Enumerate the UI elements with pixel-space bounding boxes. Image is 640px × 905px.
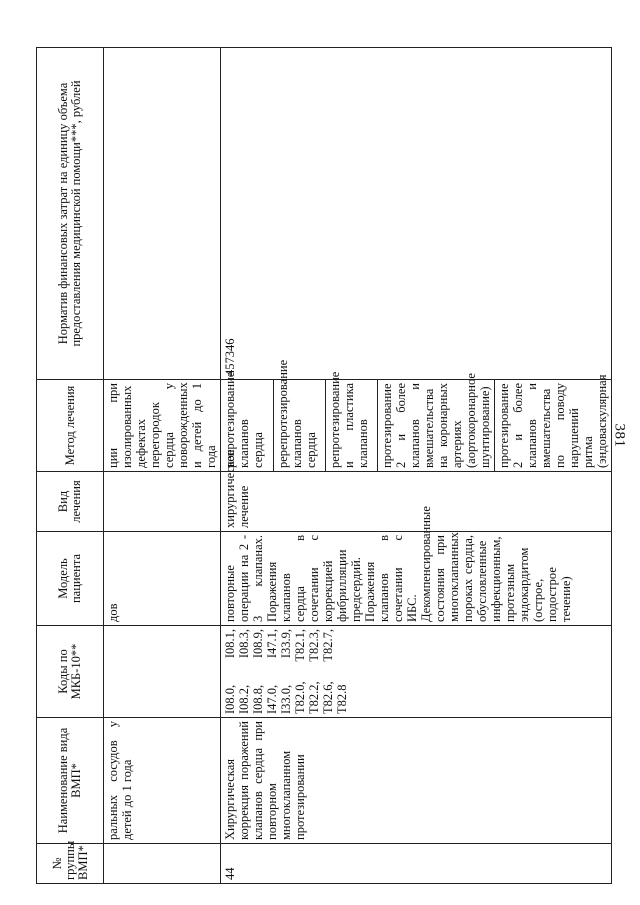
method-item: ререпротезирование клапанов сердца <box>273 380 325 471</box>
header-cost-norm: Норматив финансовых затрат на единицу объема предоставления медицинской помощи***, рублей <box>37 48 104 380</box>
page-number: 381 <box>611 423 628 448</box>
cell-group-no <box>104 844 221 884</box>
header-mkb-codes: Коды по МКБ-10** <box>37 626 104 718</box>
method-item: репротезирование и пластика клапанов <box>325 380 377 471</box>
cell-treatment-method: ции при изолированных дефектах перегородок сердца у новорожденных и детей до 1 года <box>104 380 221 472</box>
rotated-table-container <box>36 48 609 884</box>
cell-treatment-type: хирургическое лечение <box>221 472 612 532</box>
header-group-no: № группы ВМП* <box>37 844 104 884</box>
header-vmp-name: Наименование вида ВМП* <box>37 718 104 844</box>
table-row-44 <box>221 48 612 884</box>
method-item: протезирование 2 и более клапанов и вмешательства по поводу нарушений ритма (эндоваскулярная <box>496 374 609 468</box>
cell-cost-norm: 457346 <box>221 48 612 380</box>
header-patient-model: Модель пациента <box>37 532 104 626</box>
cell-treatment-type <box>104 472 221 532</box>
cell-mkb-codes <box>104 626 221 718</box>
cell-mkb-codes: I08.0, I08.1, I08.2, I08.3, I08.8, I08.9, I47.0, I47.1, I33.0, I33.9, T82.0, T82.1, T82.2, T82.3, T82.6, T82.7, T82.8 <box>221 626 612 718</box>
cell-patient-model: дов <box>104 532 221 626</box>
method-item: протезирование 2 и более клапанов и вмешательства на коронарных артериях (аортокоронарное шунтирование) <box>377 380 494 471</box>
methods-list <box>221 359 611 471</box>
cell-group-no: 44 <box>221 844 612 884</box>
cell-treatment-methods <box>221 359 612 472</box>
vmp-table <box>36 47 612 884</box>
header-row <box>37 48 104 884</box>
header-treatment-type: Вид лечения <box>37 472 104 532</box>
cell-cost-norm <box>104 48 221 380</box>
cell-vmp-name: ральных сосудов у детей до 1 года <box>104 718 221 844</box>
table-row-continuation <box>104 48 221 884</box>
header-treatment-method: Метод лечения <box>37 380 104 472</box>
method-item: репротезирование клапанов сердца <box>221 380 273 471</box>
cell-patient-model: повторные операции на 2 - 3 клапанах. Поражения клапанов сердца в сочетании с коррекцией фибрилляции предсердий. Поражения клапанов в сочетании с ИБС. Декомпенсированные состояния при многоклапанных пороках сердца, обусловленные инфекционным, протезным эндокардитом (острое, подострое течение) <box>221 532 612 626</box>
cell-vmp-name: Хирургическая коррекция поражений клапанов сердца при повторном многоклапанном протезировании <box>221 718 612 844</box>
